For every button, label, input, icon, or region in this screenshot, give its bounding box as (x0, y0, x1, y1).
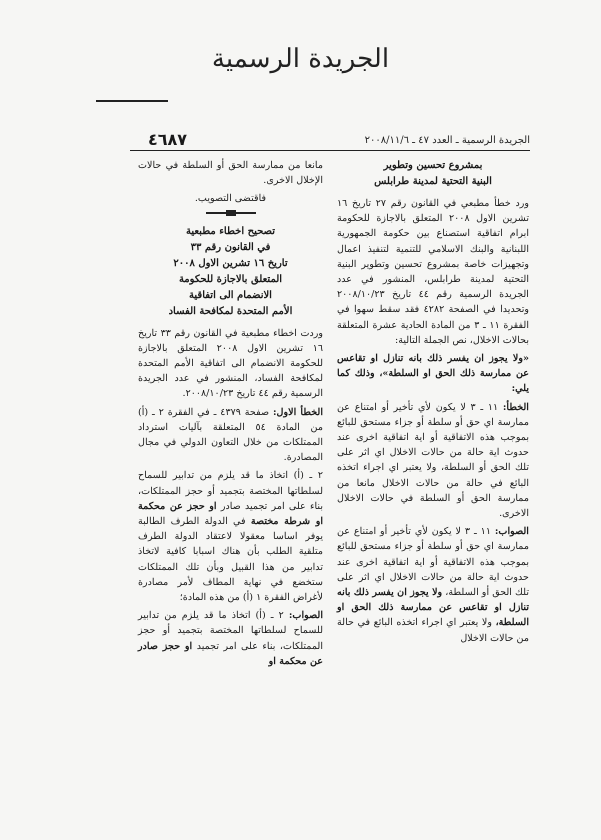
paragraph: ورد خطأ مطبعي في القانون رقم ٢٧ تاريخ ١٦ تشرين الاول ٢٠٠٨ المتعلق بالاجازة للحكومة ابرام اتفاقية استصناع بين حكومة الجمهورية اللبنانية والبنك الاسلامي للتنمية لتنفيذ اعمال وتجهيزات خاصة بمشروع تحسين وتطوير البنية التحتية لمدينة طرابلس، المنشور في عدد الجريدة الرسمية رقم ٤٤ تاريخ ٢٠٠٨/١٠/٢٣ وتحديدا في الصفحة ٤٢٨٢ فقد سقط سهوا في الفقرة ١١ ـ ٣ من المادة الحادية عشرة المتعلقة بحالات الاخلال، نص الجملة التالية: (337, 198, 530, 346)
left-column-heading (138, 224, 323, 320)
correction-text: ١١ ـ ٣ لا يكون لأي تأخير أو امتناع عن ممارسة اي حق أو سلطة أو جزاء مستحق للبائع بموجب هذه الاتفاقية أو اية اتفاقية اخرى عند حدوث اية حالة من حالات الاخلال اي اثر على تلك الحق أو السلطة، (337, 526, 529, 599)
closing-text: فاقتضى التصويب. (194, 193, 267, 205)
left-column (138, 158, 323, 672)
correction-paragraph (337, 524, 529, 646)
heading-line: البنية التحتية لمدينة طرابلس (374, 176, 492, 187)
error1-paragraph (138, 405, 323, 466)
page-number: ٤٦٨٧ (148, 130, 188, 149)
error-paragraph (337, 400, 529, 522)
error1-label: الخطأ الاول: (272, 406, 323, 418)
heading-line: الأمم المتحدة لمكافحة الفساد (168, 305, 293, 317)
masthead-rule (96, 100, 168, 102)
heading-line: في القانون رقم ٣٣ (190, 241, 271, 253)
item-text: ٢ ـ (أ) اتخاذ ما قد يلزم من تدابير للسماح لسلطاتها المختصة بتجميد أو حجز الممتلكات، بناء على امر تجميد صادر (138, 470, 323, 512)
heading-line: تصحيح اخطاء مطبعية (185, 225, 276, 237)
heading-line: الانضمام الى اتفاقية (189, 289, 272, 301)
item-paragraph (138, 468, 323, 605)
correction-label: الصواب: (288, 610, 323, 622)
quoted-sentence: «ولا يجوز ان يفسر ذلك بانه تنازل او تقاعس عن ممارسة ذلك الحق او السلطة»، وذلك كما يلي: (337, 353, 529, 395)
continuation-text: مانعا من ممارسة الحق أو السلطة في حالات الإخلال الاخرى. (138, 160, 323, 187)
section-divider (206, 210, 256, 216)
heading-line: بمشروع تحسين وتطوير (383, 160, 483, 171)
header-rule (130, 150, 530, 151)
error1-text: صفحة ٤٣٧٩ ـ في الفقرة ٢ ـ (أ) من المادة ٥٤ المتعلقة بآليات استرداد الممتلكات من خلال التعاون الدولي في مجال المصادرة. (138, 406, 323, 464)
correction-text: ٢ ـ (أ) اتخاذ ما قد يلزم من تدابير للسماح لسلطاتها المختصة بتجميد أو حجز الممتلكات، بناء على امر تجميد (138, 610, 323, 652)
masthead-title: الجريدة الرسمية (211, 44, 390, 74)
correction-paragraph (138, 608, 323, 669)
error-text: ١١ ـ ٣ لا يكون لأي تأخير أو امتناع عن ممارسة اي حق أو سلطة أو جزاء مستحق للبائع بموجب هذه الاتفاقية أو اية اتفاقية اخرى عند حدوث اية حالة من حالات الاخلال اي اثر على تلك الحق أو السلطة، ولا يعتبر اي اجراء اتخذه البائع في حالة من حالات الاخلال مانعا من ممارسة الحق أو السلطة في حالات الاخلال الاخرى. (337, 401, 529, 520)
item-text-continued: في الدولة الطرف الطالبة يوفر اساسا معقولا لاعتقاد الدولة الطرف متلقية الطلب بأن هناك اسبابا كافية لاتخاذ تدابير من هذا القبيل وبأن تلك الممتلكات ستخضع في نهاية المطاف لأمر مصادرة لأغراض الفقرة ١ (أ) من هذه المادة؛ (138, 516, 323, 604)
issue-info: الجريدة الرسمية ـ العدد ٤٧ ـ ٢٠٠٨/١١/٦ (364, 135, 530, 146)
right-column (337, 158, 529, 649)
heading-line: تاريخ ١٦ تشرين الاول ٢٠٠٨ (173, 257, 288, 269)
error-label: الخطأ: (502, 401, 529, 413)
correction-text-continued: ولا يعتبر اي اجراء اتخذه البائع في حالة من حالات الاخلال (337, 617, 529, 644)
correction-bold-text: ولا يجوز ان يفسر ذلك بانه تنازل او تقاعس عن ممارسة ذلك الحق او السلطة، (337, 587, 529, 629)
heading-line: المتعلق بالاجازة للحكومة (178, 273, 283, 285)
correction-label: الصواب: (494, 526, 529, 538)
item-bold-text: او حجز عن محكمة او شرطة مختصة (138, 500, 323, 528)
paragraph: وردت اخطاء مطبعية في القانون رقم ٣٣ تاريخ ١٦ تشرين الاول ٢٠٠٨ المتعلق بالاجازة للحكومة الانضمام الى اتفاقية الأمم المتحدة لمكافحة الفساد، المنشور في عدد الجريدة الرسمية رقم ٤٤ تاريخ ٢٠٠٨/١٠/٢٣. (138, 327, 324, 400)
right-column-heading (337, 158, 529, 190)
correction-bold-text: او حجز صادر عن محكمة او (138, 640, 323, 667)
